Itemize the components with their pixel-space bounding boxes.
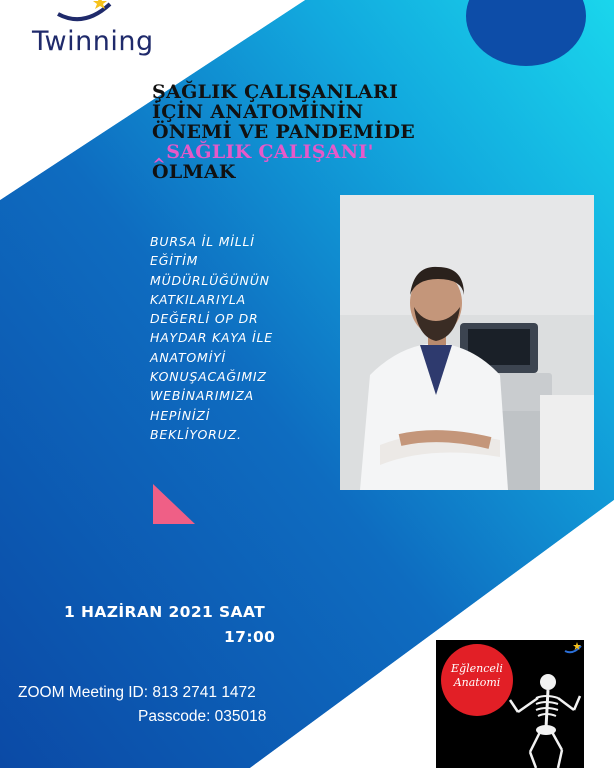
logo-text: Twinning — [32, 26, 154, 57]
pink-triangle — [153, 484, 195, 524]
twinning-logo — [14, 12, 154, 57]
zoom-passcode: Passcode: 035018 — [138, 708, 267, 725]
mini-twinning-icon — [564, 642, 582, 654]
badge-text — [444, 662, 510, 690]
badge-line-2: Anatomi — [453, 676, 501, 689]
title-line-2: İÇİN ANATOMİNİN — [152, 101, 364, 123]
title-line-1: ŞAĞLIK ÇALIŞANLARI — [152, 81, 399, 103]
event-time: 17:00 — [224, 628, 276, 646]
invite-line: EĞİTİM — [150, 253, 199, 269]
badge-line-1: Eğlenceli — [451, 662, 503, 675]
invite-line: KONUŞACAĞIMIZ — [150, 369, 267, 385]
event-date: 1 HAZİRAN 2021 SAAT — [64, 603, 266, 621]
invite-line: HEPİNİZİ — [150, 407, 211, 423]
title-highlight: ‸SAĞLIK ÇALIŞANI' — [152, 141, 374, 163]
speaker-photo — [340, 195, 594, 490]
zoom-meeting-id: ZOOM Meeting ID: 813 2741 1472 — [18, 684, 256, 701]
title-line-last: OLMAK — [152, 161, 236, 183]
invite-line: WEBİNARIMIZA — [150, 388, 254, 404]
title-line-3: ÖNEMİ VE PANDEMİDE — [152, 121, 416, 143]
invite-line: MÜDÜRLÜĞÜNÜN — [150, 272, 270, 288]
logo-star-icon — [54, 0, 114, 22]
invitation-text — [150, 232, 340, 444]
skeleton-icon — [508, 670, 584, 768]
invite-line: HAYDAR KAYA İLE — [150, 330, 273, 346]
invite-line: ANATOMİYİ — [150, 349, 227, 365]
eglenceli-anatomi-badge — [436, 640, 584, 768]
poster-title — [152, 82, 452, 182]
invite-line: BURSA İL MİLLİ — [150, 234, 255, 249]
invite-line: DEĞERLİ OP DR — [150, 311, 259, 327]
invite-line: BEKLİYORUZ. — [150, 426, 242, 442]
invite-line: KATKILARIYLA — [150, 291, 246, 307]
